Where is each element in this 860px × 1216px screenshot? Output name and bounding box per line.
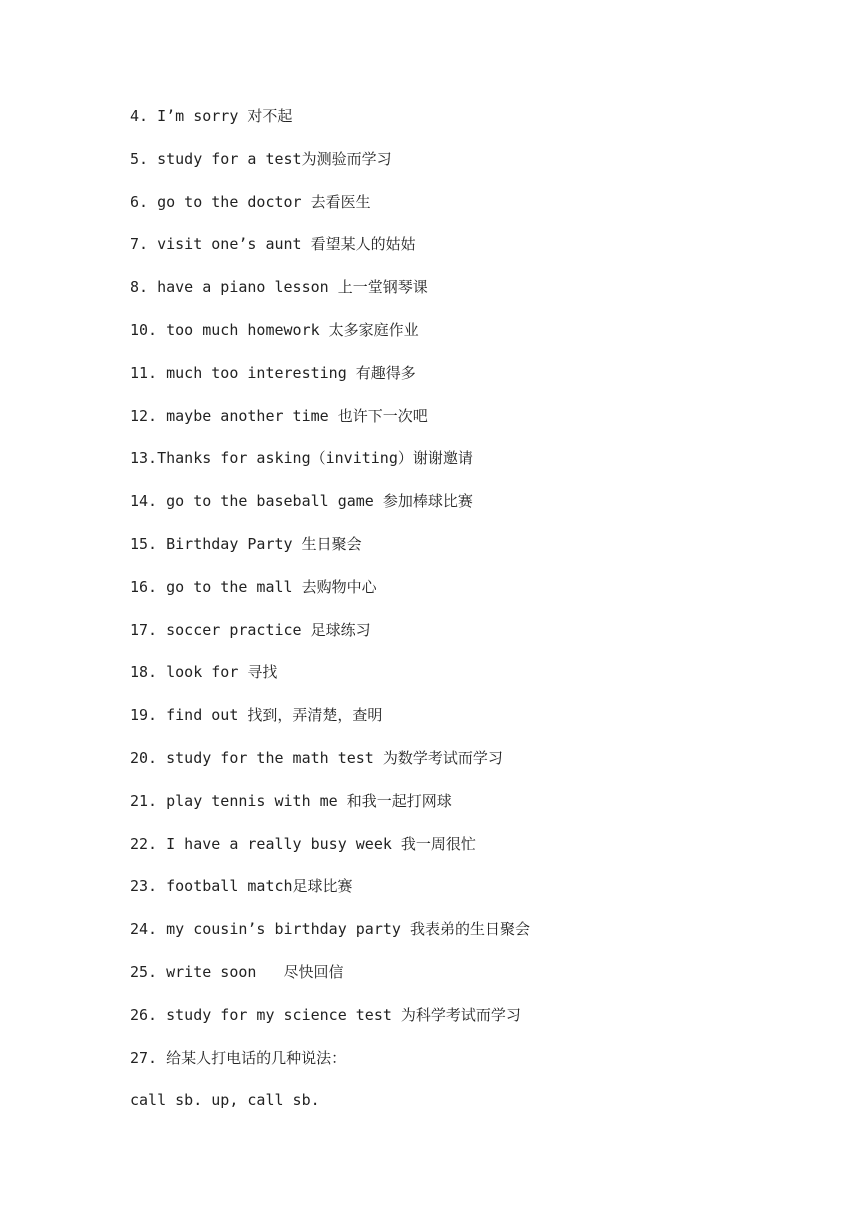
list-item: 20. study for the math test 为数学考试而学习 [130,748,503,767]
list-item: 7. visit one’s aunt 看望某人的姑姑 [130,235,416,254]
list-item: 21. play tennis with me 和我一起打网球 [130,791,452,810]
list-item: 23. football match足球比赛 [130,877,353,896]
list-item: 26. study for my science test 为科学考试而学习 [130,1005,521,1024]
list-item: 16. go to the mall 去购物中心 [130,577,377,596]
list-item: 19. find out 找到，弄清楚，查明 [130,706,383,725]
list-item: 27. 给某人打电话的几种说法： [130,1048,347,1067]
list-item: 25. write soon 尽快回信 [130,962,344,981]
list-item: 11. much too interesting 有趣得多 [130,363,416,382]
vocabulary-list [130,103,810,1130]
list-item: 12. maybe another time 也许下一次吧 [130,406,428,425]
list-item: 4. I’m sorry 对不起 [130,107,293,125]
list-item: 14. go to the baseball game 参加棒球比赛 [130,492,473,511]
list-item: 15. Birthday Party 生日聚会 [130,534,362,553]
list-item: 22. I have a really busy week 我一周很忙 [130,834,476,853]
list-item: 18. look for 寻找 [130,663,278,682]
list-item: 5. study for a test为测验而学习 [130,149,392,168]
list-item: call sb. up, call sb. [130,1091,320,1110]
list-item: 24. my cousin’s birthday party 我表弟的生日聚会 [130,920,530,939]
list-item: 17. soccer practice 足球练习 [130,620,371,639]
list-item: 10. too much homework 太多家庭作业 [130,320,419,339]
list-item: 6. go to the doctor 去看医生 [130,192,371,211]
list-item: 13.Thanks for asking（inviting）谢谢邀请 [130,449,473,468]
list-item: 8. have a piano lesson 上一堂钢琴课 [130,278,428,297]
